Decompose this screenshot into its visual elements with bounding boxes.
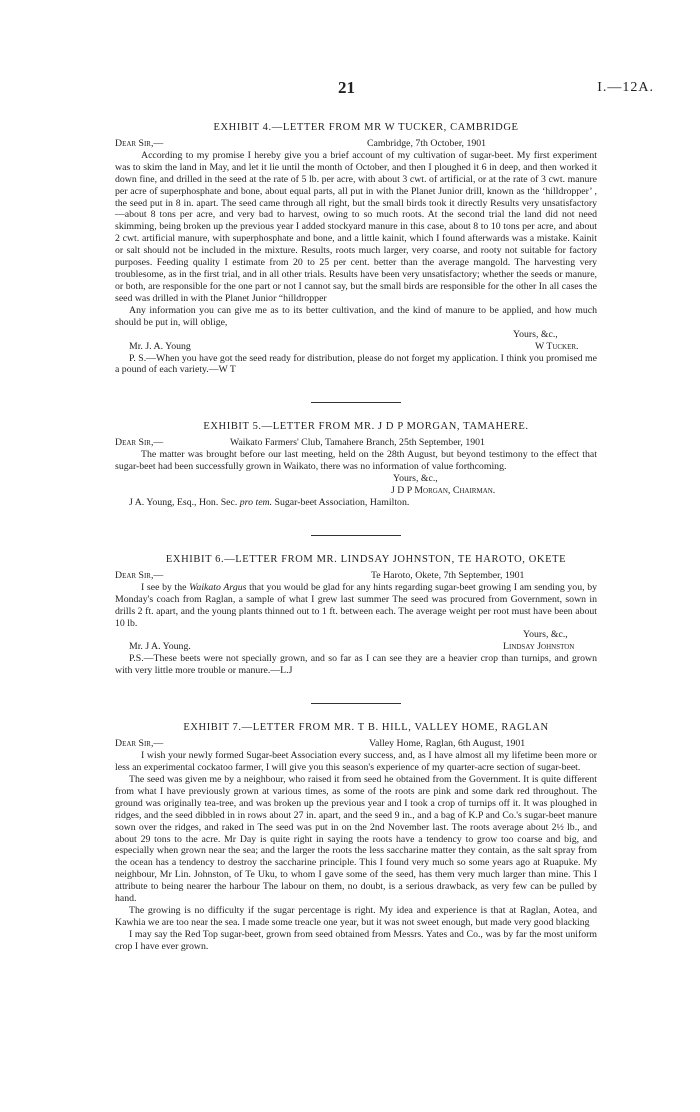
exhibit-6-paragraph-1-a: I see by the <box>141 581 187 593</box>
exhibit-5-closing: Yours, &c., <box>393 473 438 485</box>
exhibit-7-title: EXHIBIT 7.—LETTER FROM MR. T B. HILL, VALLEY HOME, RAGLAN <box>183 722 549 734</box>
exhibit-4-recipient: Mr. J. A. Young <box>129 340 191 352</box>
exhibit-5-salutation: Dear Sir,— <box>115 437 164 449</box>
exhibit-6-title: EXHIBIT 6.—LETTER FROM MR. LINDSAY JOHNSTON, TE HAROTO, OKETE <box>165 553 567 565</box>
exhibit-7 <box>115 722 597 952</box>
exhibit-4-closing: Yours, &c., <box>513 328 558 340</box>
exhibit-5-header <box>115 437 597 449</box>
exhibit-5-addressee-post: Sugar-beet Association, Hamilton. <box>274 497 410 509</box>
exhibit-6-newspaper-title: Waikato Argus <box>189 581 247 593</box>
exhibit-6-signature-row <box>115 641 597 653</box>
exhibit-7-salutation: Dear Sir,— <box>115 738 164 750</box>
exhibit-6-header <box>115 570 597 582</box>
exhibit-4-paragraph-2: Any information you can give me as to its better cultivation, and the kind of manure to be applied, and how much should be put in, will oblige, <box>115 304 597 328</box>
exhibit-7-paragraph-4: I may say the Red Top sugar-beet, grown from seed obtained from Messrs. Yates and Co., was by far the most uniform crop I have ever grown. <box>115 928 597 952</box>
section-divider <box>311 703 401 704</box>
exhibit-5-signature-row <box>115 485 597 497</box>
exhibit-6 <box>115 554 597 677</box>
document-body <box>115 116 597 953</box>
exhibit-4 <box>115 122 597 376</box>
exhibit-5-signature: J D P Morgan, Chairman. <box>391 485 496 497</box>
exhibit-4-signature: W Tucker. <box>535 340 579 352</box>
exhibit-4-postscript: P. S.—When you have got the seed ready for distribution, please do not forget my application. I think you promised me a pound of each variety.—W T <box>115 352 597 376</box>
exhibit-7-header <box>115 738 597 750</box>
exhibit-5-paragraph-1: The matter was brought before our last meeting, held on the 28th August, but beyond testimony to the effect that sugar-beet had been successfully grown in Waikato, there was no information of value forthcoming. <box>115 449 597 473</box>
exhibit-5-dateline: Waikato Farmers' Club, Tamahere Branch, 25th September, 1901 <box>230 437 485 449</box>
exhibit-4-signature-row <box>115 341 597 353</box>
exhibit-4-header <box>115 138 597 150</box>
exhibit-5 <box>115 421 597 509</box>
exhibit-6-closing-row <box>115 629 597 641</box>
parliamentary-reference: I.—12A. <box>597 80 654 95</box>
exhibit-5-addressee <box>115 497 597 509</box>
exhibit-4-closing-row <box>115 329 597 341</box>
exhibit-5-title: EXHIBIT 5.—LETTER FROM MR. J D P MORGAN, TAMAHERE. <box>203 421 529 433</box>
exhibit-5-closing-row <box>115 473 597 485</box>
exhibit-4-salutation: Dear Sir,— <box>115 137 164 149</box>
exhibit-4-paragraph-1: According to my promise I hereby give you a brief account of my cultivation of sugar-beet. My first experiment was to skim the land in May, and let it lie until the month of October, and then I ploughed it 6 in deep, and then worked it down fine, and drilled in the seed at the rate of 5 lb. per acre, with about 3 cwt. of artificial, or at the rate of 3 cwt. manure per acre of superphosphate and bone, about equal parts, all put in with the Planet Junior drill, known as the ‘hilldropper’ , the seed put in 8 in. apart. The seed came through all right, but the small birds took it directly Results very unsatisfactory—about 8 tons per acre, and very bad to harvest, owing to so much roots. At the second trial the land did not need skimming, being broken up the previous year I added stockyard manure in this case, about 8 to 10 tons per acre, and about 2 cwt. artificial manure, with superphosphate and bone, and a little kainit, which I found afterwards was a mistake. Kainit or salt should not be included in the mixture. Results, roots much larger, very coarse, and rooty not suitable for factory purposes. Feeding quality I estimate from 20 to 25 per cent. better than the average mangold. The harvesting very troublesome, as in the first trial, and in all other trials. Results have been very unsatisfactory; whether the seeds or manure, or both, are responsible for the one part or not I cannot say, but the small birds are responsible for the other In all cases the seed was drilled in with the Planet Junior “hilldropper <box>115 149 597 304</box>
exhibit-4-dateline: Cambridge, 7th October, 1901 <box>367 137 487 149</box>
exhibit-5-addressee-italic: pro tem. <box>239 497 273 509</box>
exhibit-6-postscript: P.S.—These beets were not specially grown, and so far as I can see they are a heavier crop than turnips, and grown with very little more trouble or manure.—L.J <box>115 653 597 677</box>
exhibit-7-paragraph-1: I wish your newly formed Sugar-beet Association every success, and, as I have almost all my lifetime been more or less an experimental cockatoo farmer, I will give you this season's experience of my quarter-acre section of sugar-beet. <box>115 750 597 774</box>
section-divider <box>311 402 401 403</box>
exhibit-7-paragraph-2: The seed was given me by a neighbour, who raised it from seed he obtained from the Government. It is quite different from what I have previously grown at various times, as some of the roots are pink and some dark red throughout. The ground was originally tea-tree, and was broken up the previous year and I took a crop of turnips off it. It was ploughed in ridges, and the seed dibbled in in rows about 27 in. apart, and the seed 9 in., and a bag of K.P and Co.'s sugar-beet manure sown over the ridges, and raked in The seed was put in on the 2nd November last. The roots average about 2½ lb., and about 29 tons to the acre. Mr Day is quite right in saying the roots have a tendency to grow too coarse and big, and especially when grown near the sea; and the larger the roots the less saccharine matter they contain, as the salt spray from the ocean has a tendency to destroy the saccharine principle. This I found very much so some years ago at Ruapuke. My neighbour, Mr Lin. Johnston, of Te Uku, to whom I gave some of the seed, has them very much larger than mine. This I attribute to being nearer the harbour The labour on them, no doubt, is a serious drawback, as very few can be pulled by hand. <box>115 774 597 905</box>
page-number: 21 <box>338 78 355 97</box>
exhibit-6-closing: Yours, &c., <box>523 629 568 641</box>
exhibit-6-paragraph-1 <box>115 582 597 630</box>
exhibit-5-addressee-pre: J A. Young, Esq., Hon. Sec. <box>129 497 238 509</box>
section-divider <box>311 535 401 536</box>
exhibit-6-salutation: Dear Sir,— <box>115 569 164 581</box>
exhibit-4-title: EXHIBIT 4.—LETTER FROM MR W TUCKER, CAMBRIDGE <box>213 122 519 133</box>
exhibit-6-dateline: Te Haroto, Okete, 7th September, 1901 <box>371 569 525 581</box>
exhibit-7-dateline: Valley Home, Raglan, 6th August, 1901 <box>369 738 526 750</box>
exhibit-6-recipient: Mr. J A. Young. <box>129 641 191 653</box>
exhibit-6-signature: Lindsay Johnston <box>503 641 575 653</box>
exhibit-7-paragraph-3: The growing is no difficulty if the sugar percentage is right. My idea and experience is that at Raglan, Aotea, and Kawhia we are too near the sea. I made some treacle one year, but it was not sweet enough, but made very good blacking <box>115 904 597 928</box>
exhibit-6-paragraph-1-b: that you would be glad for any hints regarding sugar-beet growing I am sending you, by Monday's coach from Raglan, a sample of what I grew last summer The seed was procured from Government, sown in drills 2 ft. apart, and the young plants thinned out to 1 ft. between each. The average weight per root must have been about 10 lb. <box>115 581 597 629</box>
